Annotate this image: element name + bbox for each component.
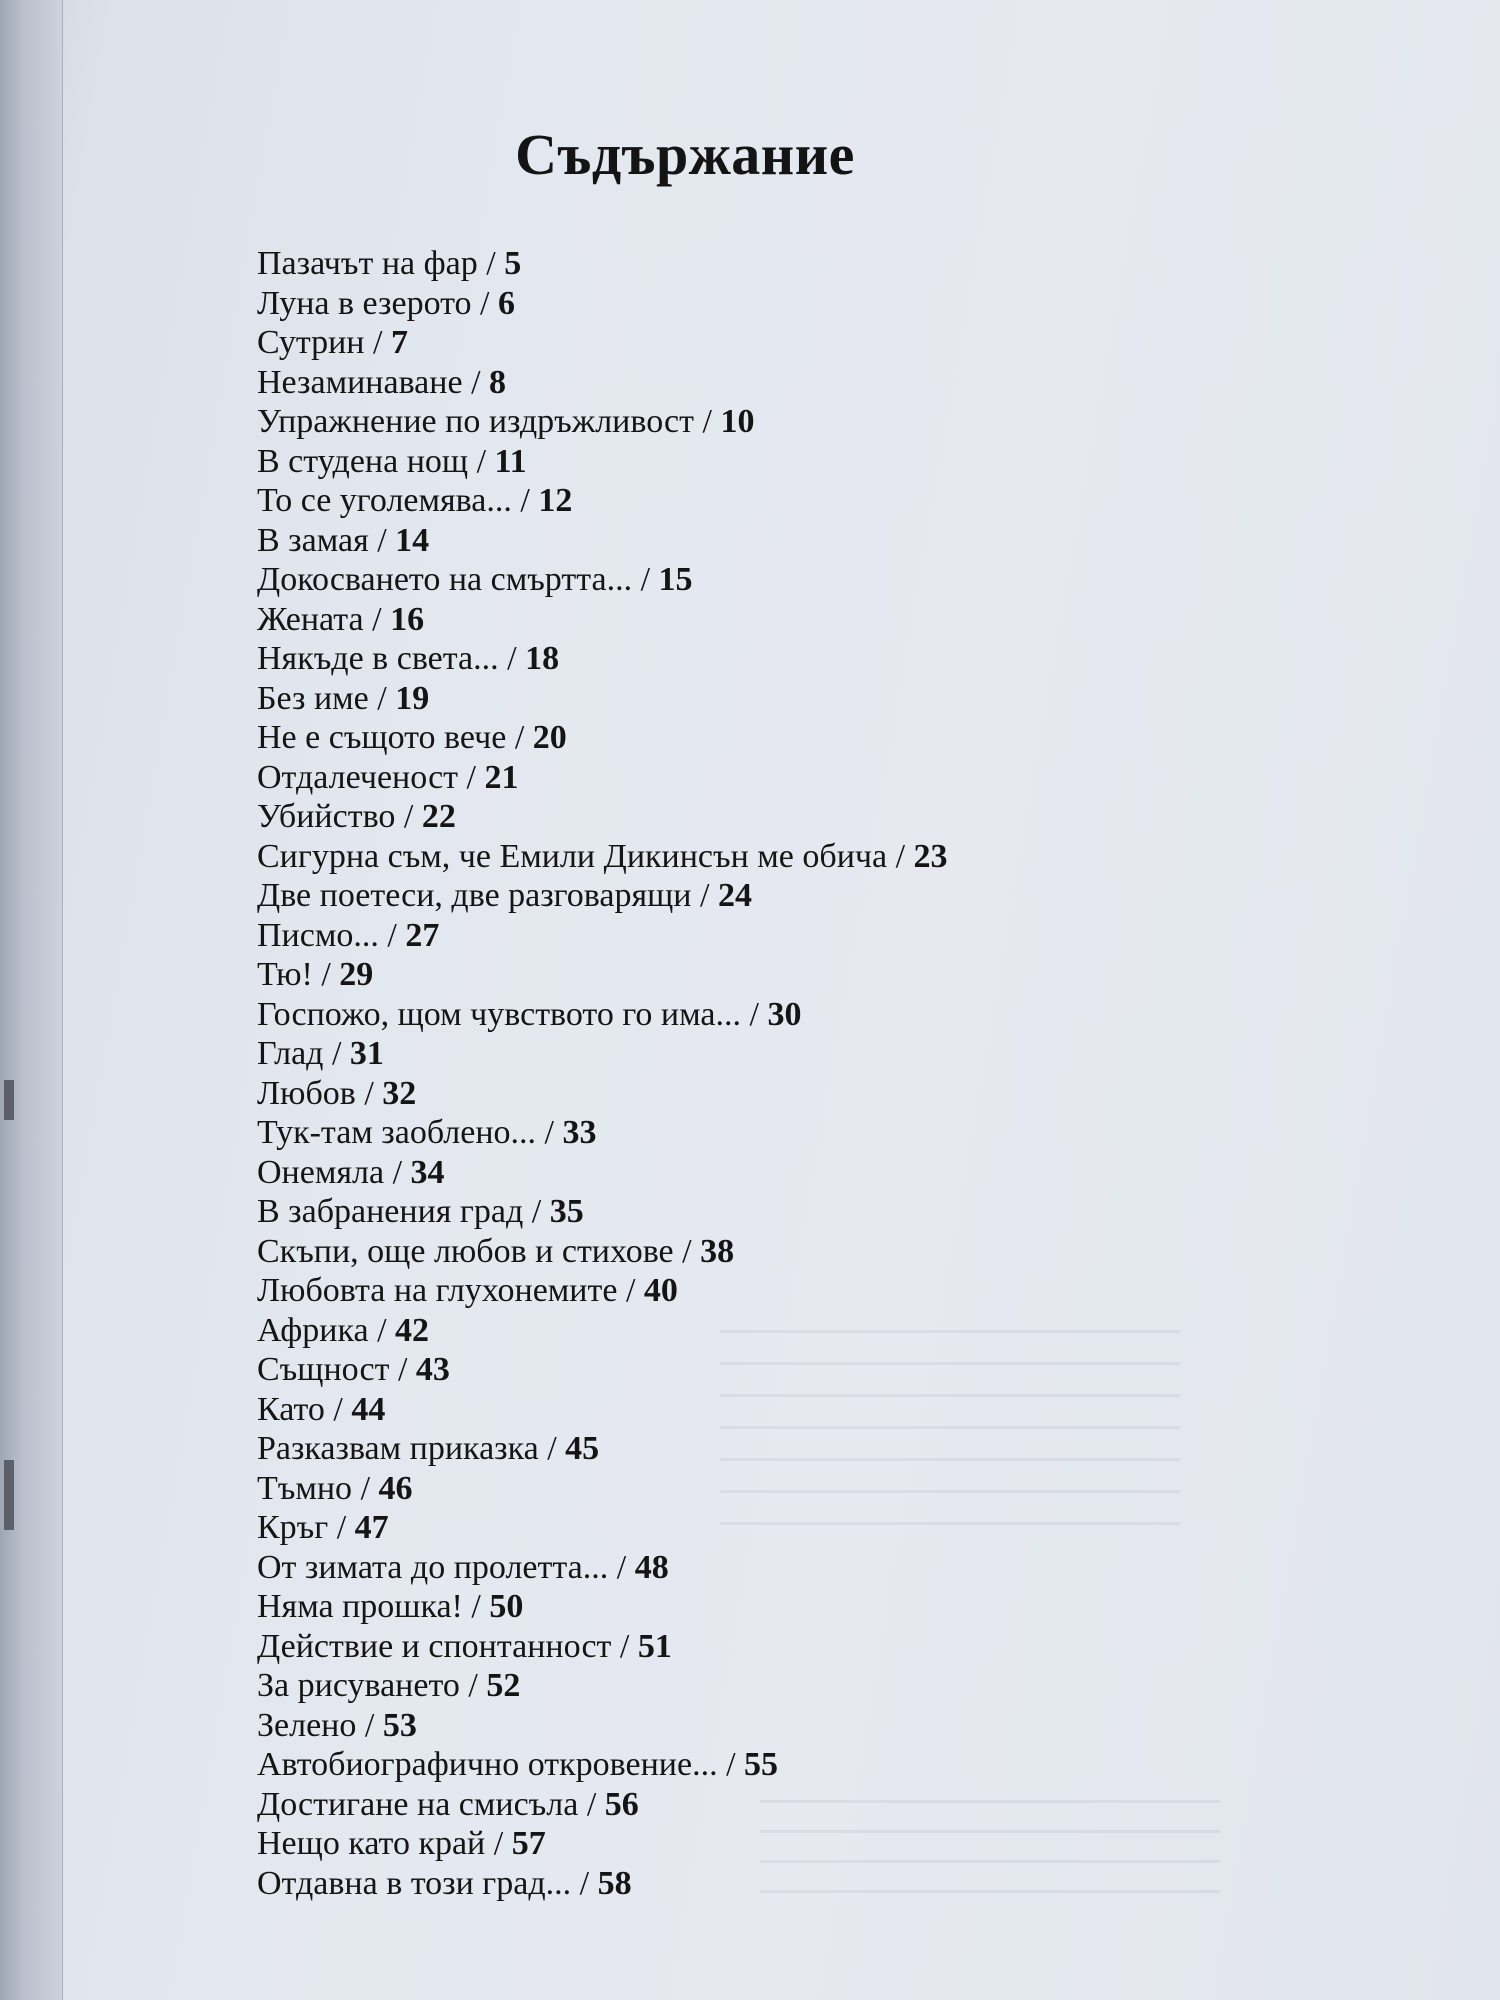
- toc-entry-page-number: 27: [405, 916, 440, 954]
- toc-entry-separator: /: [462, 1588, 490, 1625]
- toc-entry-page-number: 32: [382, 1074, 417, 1112]
- toc-entry-page-number: 5: [504, 245, 522, 282]
- toc-entry-title: Отдавна в този град...: [257, 1864, 572, 1902]
- toc-entry-separator: /: [523, 1193, 550, 1230]
- toc-entry-title: Няма прошка!: [257, 1588, 463, 1625]
- toc-entry: [257, 1271, 948, 1311]
- toc-entry-title: Пазачът на фар: [257, 245, 478, 282]
- toc-entry-separator: /: [364, 324, 391, 361]
- facing-page-mark: [4, 1460, 14, 1530]
- toc-entry-page-number: 40: [643, 1272, 678, 1309]
- toc-entry-separator: /: [356, 1706, 383, 1744]
- toc-entry-separator: /: [331, 1035, 350, 1072]
- toc-entry-separator: /: [694, 403, 721, 440]
- toc-entry-separator: /: [611, 1627, 638, 1665]
- toc-entry-title: Жената: [257, 600, 364, 638]
- toc-entry-page-number: 30: [767, 995, 802, 1033]
- toc-entry-title: За рисуването: [257, 1667, 460, 1704]
- toc-entry: [257, 1192, 948, 1232]
- toc-entry-separator: /: [459, 1667, 487, 1704]
- toc-entry-page-number: 42: [395, 1311, 430, 1349]
- toc-entry-separator: /: [328, 1509, 355, 1546]
- toc-entry-separator: /: [471, 284, 498, 322]
- toc-entry-title: Луна в езерото: [257, 284, 472, 322]
- toc-entry: [257, 1429, 948, 1469]
- toc-entry-page-number: 18: [525, 640, 560, 677]
- toc-entry-separator: /: [368, 679, 396, 717]
- toc-entry: [257, 244, 948, 284]
- toc-entry-separator: /: [673, 1232, 701, 1270]
- toc-entry: [257, 718, 948, 758]
- toc-entry: [257, 600, 948, 640]
- toc-entry: [257, 363, 948, 403]
- toc-entry-title: Тю!: [257, 956, 313, 993]
- toc-entry-title: Някъде в света...: [257, 640, 499, 677]
- toc-entry-title: Не е същото вече: [257, 719, 507, 756]
- toc-entry-title: Автобиографично откровение...: [257, 1746, 718, 1783]
- toc-entry-title: Незаминаване: [257, 363, 463, 401]
- toc-entry-title: Нещо като край: [257, 1825, 486, 1862]
- toc-entry-page-number: 51: [637, 1627, 672, 1665]
- toc-entry-page-number: 56: [604, 1785, 639, 1823]
- toc-entry-page-number: 50: [489, 1588, 524, 1625]
- toc-entry-separator: /: [887, 837, 914, 875]
- toc-entry-page-number: 6: [498, 284, 515, 322]
- toc-entry: [257, 1864, 948, 1904]
- toc-entry-page-number: 14: [395, 521, 430, 559]
- toc-entry: [257, 1785, 948, 1825]
- toc-entry-title: Тук-там заоблено...: [257, 1114, 537, 1151]
- toc-entry-page-number: 10: [720, 403, 755, 440]
- toc-entry-separator: /: [632, 561, 659, 598]
- toc-entry-page-number: 52: [486, 1667, 521, 1704]
- toc-entry: [257, 402, 948, 442]
- toc-entry-title: Африка: [257, 1311, 369, 1349]
- toc-entry-title: Достигане на смисъла: [257, 1785, 579, 1823]
- toc-entry-page-number: 35: [549, 1193, 584, 1230]
- toc-entry-page-number: 19: [395, 679, 430, 717]
- toc-entry-separator: /: [462, 363, 490, 401]
- toc-entry: [257, 797, 948, 837]
- toc-entry-separator: /: [477, 245, 505, 282]
- toc-entry-title: Две поетеси, две разговарящи: [257, 877, 692, 914]
- toc-entry-page-number: 8: [489, 363, 507, 401]
- toc-entry-separator: /: [578, 1785, 605, 1823]
- toc-entry: [257, 323, 948, 363]
- toc-entry: [257, 442, 948, 482]
- toc-entry: [257, 1034, 948, 1074]
- toc-entry-page-number: 55: [744, 1746, 779, 1783]
- toc-entry-page-number: 53: [382, 1706, 417, 1744]
- toc-entry-separator: /: [506, 719, 533, 756]
- toc-entry-title: Любов: [257, 1074, 356, 1112]
- toc-entry-title: Без име: [257, 679, 369, 717]
- toc-entry-title: Докосването на смъртта...: [257, 561, 633, 598]
- toc-entry-page-number: 48: [634, 1548, 669, 1586]
- toc-entry-page-number: 22: [421, 798, 456, 835]
- toc-entry: [257, 1153, 948, 1193]
- toc-entry-title: Глад: [257, 1035, 332, 1072]
- toc-entry-page-number: 43: [415, 1351, 450, 1388]
- toc-entry: [257, 1548, 948, 1588]
- toc-entry-title: Като: [257, 1390, 325, 1428]
- toc-entry: [257, 1469, 948, 1509]
- toc-entry-page-number: 16: [390, 600, 425, 638]
- toc-entry-title: Отдалеченост: [257, 758, 459, 796]
- toc-entry-page-number: 11: [494, 442, 527, 480]
- toc-entry: [257, 758, 948, 798]
- toc-entry: [257, 1350, 948, 1390]
- toc-entry: [257, 876, 948, 916]
- toc-entry: [257, 1627, 948, 1667]
- toc-entry: [257, 916, 948, 956]
- toc-entry-separator: /: [384, 1153, 411, 1191]
- toc-entry: [257, 284, 948, 324]
- toc-entry: [257, 955, 948, 995]
- toc-entry: [257, 481, 948, 521]
- toc-entry-separator: /: [741, 995, 768, 1033]
- toc-entry-separator: /: [395, 798, 422, 835]
- toc-entry-separator: /: [571, 1864, 598, 1902]
- toc-entry-title: Госпожо, щом чувството го има...: [257, 995, 742, 1033]
- toc-entry-title: Скъпи, още любов и стихове: [257, 1232, 674, 1270]
- toc-entry-title: Любовта на глухонемите: [257, 1272, 618, 1309]
- toc-entry-page-number: 12: [538, 482, 573, 519]
- facing-page-edge: [0, 0, 63, 2000]
- toc-entry-title: Зелено: [257, 1706, 357, 1744]
- toc-entry: [257, 1390, 948, 1430]
- toc-entry-separator: /: [717, 1746, 745, 1783]
- toc-entry-separator: /: [691, 877, 718, 914]
- toc-entry-separator: /: [617, 1272, 644, 1309]
- toc-entry-separator: /: [312, 956, 340, 993]
- toc-entry: [257, 837, 948, 877]
- toc-entry-title: Действие и спонтанност: [257, 1627, 612, 1665]
- toc-entry-separator: /: [355, 1074, 383, 1112]
- toc-entry-title: Онемяла: [257, 1153, 385, 1191]
- toc-entry-title: Същност: [257, 1351, 390, 1388]
- toc-entry-separator: /: [458, 758, 485, 796]
- toc-entry-title: Разказвам приказка: [257, 1430, 539, 1467]
- toc-entry: [257, 1745, 948, 1785]
- toc-entry-separator: /: [324, 1390, 352, 1428]
- toc-entry-page-number: 33: [562, 1114, 597, 1151]
- toc-entry-separator: /: [538, 1430, 566, 1467]
- toc-entry: [257, 679, 948, 719]
- toc-entry-page-number: 46: [378, 1469, 413, 1507]
- toc-entry-title: В студена нощ: [257, 442, 469, 480]
- toc-entry-title: Сигурна съм, че Емили Дикинсън ме обича: [257, 837, 888, 875]
- toc-entry: [257, 1706, 948, 1746]
- toc-entry-title: В забранения град: [257, 1193, 524, 1230]
- toc-entry: [257, 1587, 948, 1627]
- toc-entry-page-number: 15: [658, 561, 693, 598]
- toc-entry-title: Писмо...: [257, 916, 379, 954]
- toc-entry: [257, 995, 948, 1035]
- toc-entry-page-number: 20: [532, 719, 567, 756]
- toc-entry-title: Сутрин: [257, 324, 365, 361]
- toc-entry: [257, 521, 948, 561]
- toc-entry-title: В замая: [257, 521, 369, 559]
- toc-entry-separator: /: [378, 916, 406, 954]
- toc-entry-page-number: 58: [597, 1864, 632, 1902]
- toc-entry-page-number: 23: [913, 837, 948, 875]
- page-title: Съдържание: [515, 121, 855, 187]
- toc-entry-title: Тъмно: [257, 1469, 353, 1507]
- toc-entry-title: От зимата до пролетта...: [257, 1548, 609, 1586]
- toc-entry-separator: /: [368, 1311, 396, 1349]
- toc-entry-separator: /: [468, 442, 495, 480]
- toc-entry-page-number: 44: [351, 1390, 386, 1428]
- toc-entry: [257, 560, 948, 600]
- toc-entry: [257, 1666, 948, 1706]
- toc-entry: [257, 1824, 948, 1864]
- facing-page-mark: [4, 1080, 14, 1120]
- toc-entry-separator: /: [368, 521, 396, 559]
- toc-entry-page-number: 24: [717, 877, 752, 914]
- toc-entry-page-number: 45: [565, 1430, 600, 1467]
- toc-entry-separator: /: [485, 1825, 512, 1862]
- toc-entry: [257, 639, 948, 679]
- toc-entry: [257, 1232, 948, 1272]
- toc-entry-separator: /: [352, 1469, 379, 1507]
- toc-entry: [257, 1074, 948, 1114]
- toc-entry-title: Убийство: [257, 798, 396, 835]
- toc-entry: [257, 1508, 948, 1548]
- toc-entry-page-number: 7: [390, 324, 408, 361]
- toc-entry-page-number: 31: [349, 1035, 384, 1072]
- toc-entry-title: Кръг: [257, 1509, 329, 1546]
- toc-entry-title: То се уголемява...: [257, 482, 512, 519]
- toc-entry-separator: /: [511, 482, 539, 519]
- toc-entry-page-number: 47: [354, 1509, 389, 1546]
- toc-entry-title: Упражнение по издръжливост: [257, 403, 694, 440]
- toc-entry-separator: /: [608, 1548, 635, 1586]
- toc-entry-page-number: 21: [484, 758, 519, 796]
- toc-entry: [257, 1113, 948, 1153]
- toc-entry-page-number: 57: [511, 1825, 546, 1862]
- toc-entry-separator: /: [536, 1114, 563, 1151]
- table-of-contents: [257, 244, 948, 1903]
- toc-entry-page-number: 38: [700, 1232, 735, 1270]
- toc-entry-separator: /: [498, 640, 526, 677]
- toc-entry: [257, 1311, 948, 1351]
- toc-entry-separator: /: [363, 600, 391, 638]
- toc-entry-page-number: 29: [339, 956, 374, 993]
- toc-entry-separator: /: [389, 1351, 416, 1388]
- toc-entry-page-number: 34: [410, 1153, 445, 1191]
